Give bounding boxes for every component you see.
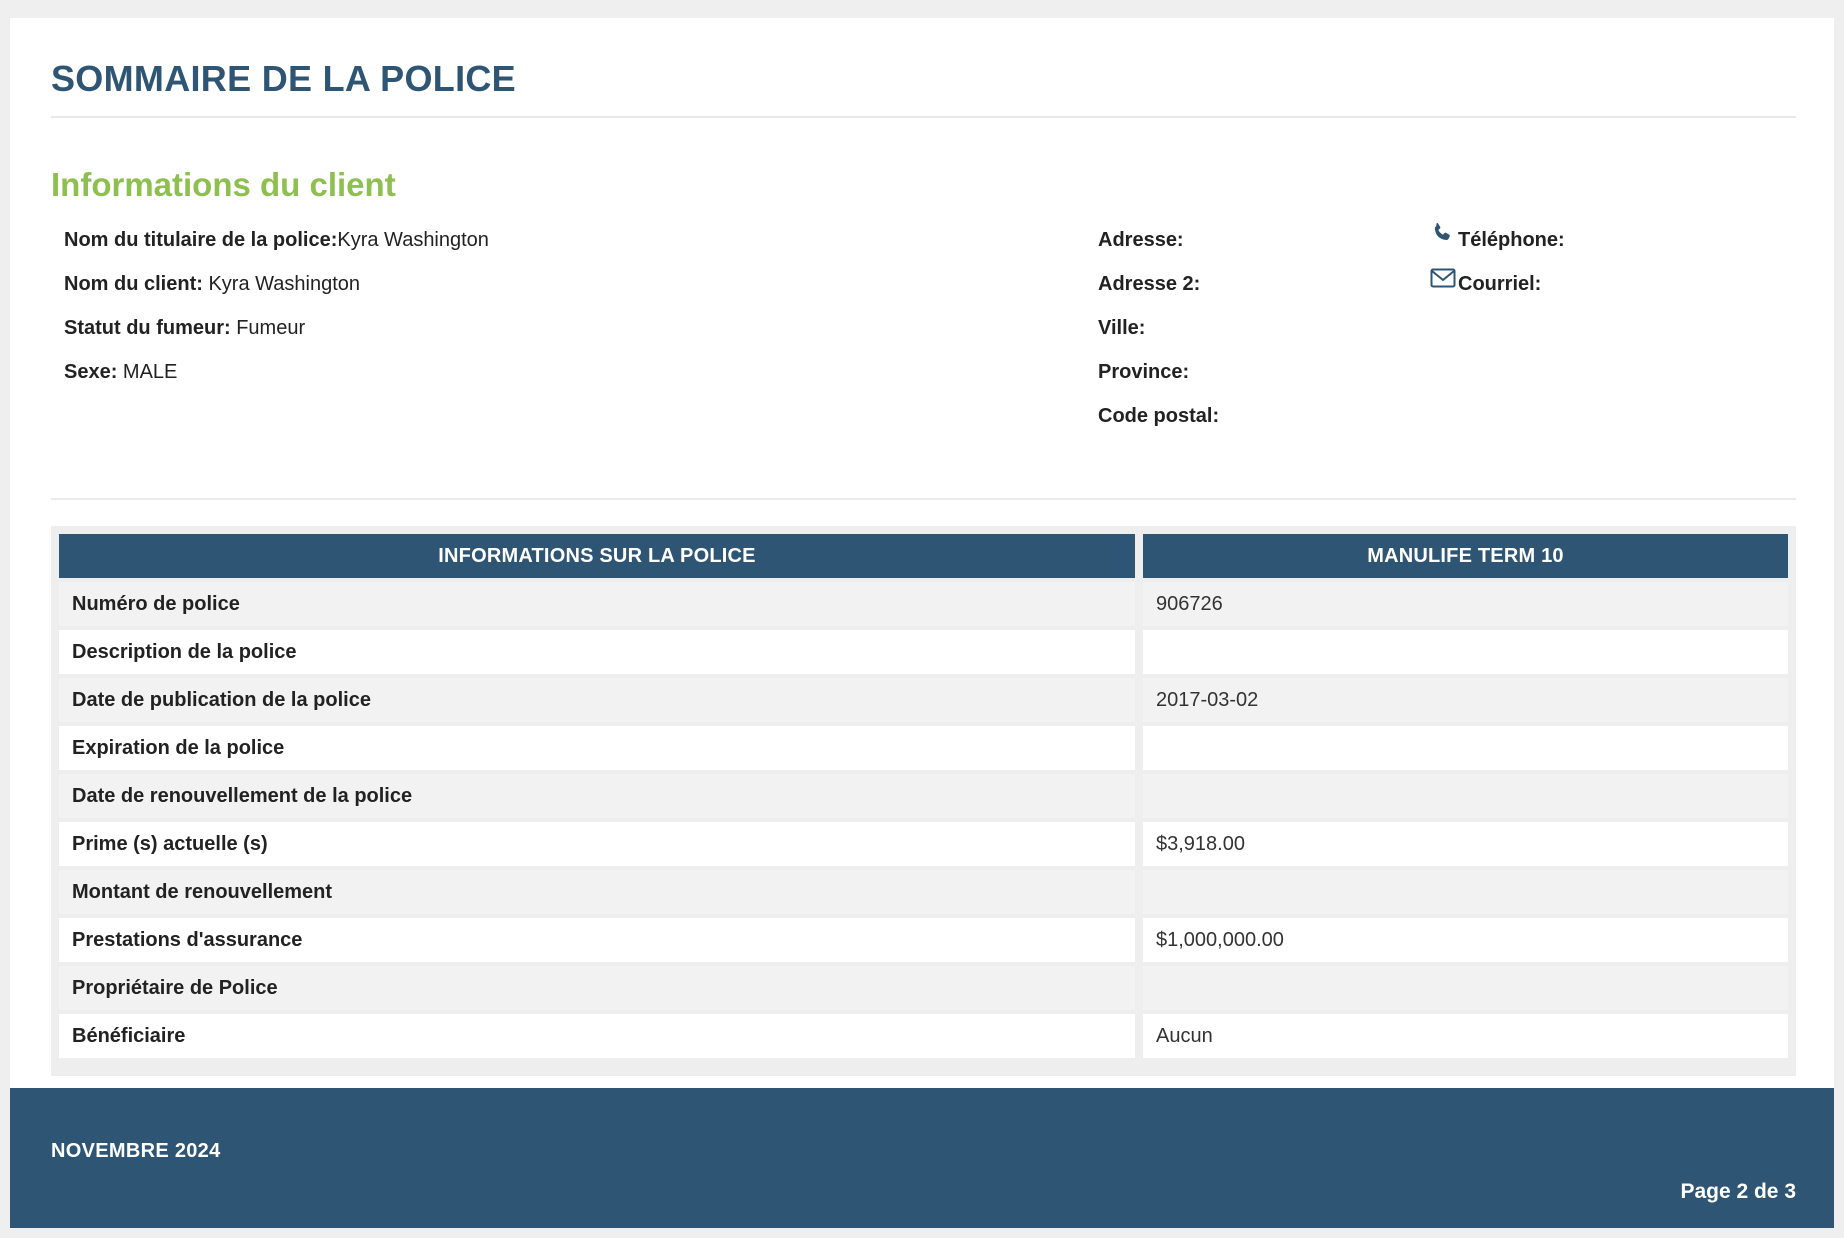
mail-icon bbox=[1430, 261, 1458, 305]
table-row bbox=[59, 822, 1788, 870]
table-row bbox=[59, 1014, 1788, 1062]
table-row bbox=[59, 678, 1788, 726]
section-divider bbox=[51, 498, 1796, 500]
address2-row: Adresse 2: bbox=[1098, 273, 1201, 295]
client-section-title: Informations du client bbox=[51, 166, 396, 203]
page-footer bbox=[10, 1088, 1834, 1228]
row-value bbox=[1143, 870, 1788, 918]
sex-row: Sexe: MALE bbox=[64, 361, 178, 383]
row-value: Aucun bbox=[1143, 1014, 1788, 1062]
page-number: Page 2 de 3 bbox=[1680, 1180, 1796, 1203]
row-value: $1,000,000.00 bbox=[1143, 918, 1788, 966]
postal-code-row: Code postal: bbox=[1098, 405, 1220, 427]
province-row: Province: bbox=[1098, 361, 1190, 383]
row-label: Propriétaire de Police bbox=[59, 966, 1135, 1014]
city-row: Ville: bbox=[1098, 317, 1146, 339]
phone-icon bbox=[1430, 217, 1458, 261]
row-label: Expiration de la police bbox=[59, 726, 1135, 774]
row-value: 906726 bbox=[1143, 582, 1788, 630]
row-label: Description de la police bbox=[59, 630, 1135, 678]
row-value bbox=[1143, 630, 1788, 678]
policy-table bbox=[51, 534, 1796, 1062]
row-value: $3,918.00 bbox=[1143, 822, 1788, 870]
document-page bbox=[10, 18, 1834, 1228]
title-divider bbox=[51, 116, 1796, 118]
policy-info-header: INFORMATIONS SUR LA POLICE bbox=[59, 534, 1135, 582]
table-row bbox=[59, 774, 1788, 822]
phone-row: Téléphone: bbox=[1430, 218, 1565, 262]
footer-date: NOVEMBRE 2024 bbox=[51, 1140, 221, 1162]
row-value bbox=[1143, 774, 1788, 822]
address-row: Adresse: bbox=[1098, 229, 1184, 251]
table-row bbox=[59, 870, 1788, 918]
product-name-header: MANULIFE TERM 10 bbox=[1143, 534, 1788, 582]
row-label: Date de renouvellement de la police bbox=[59, 774, 1135, 822]
policy-table-container bbox=[51, 526, 1796, 1076]
table-header-row bbox=[59, 534, 1788, 582]
row-value bbox=[1143, 966, 1788, 1014]
policyholder-name-row: Nom du titulaire de la police:Kyra Washington bbox=[64, 229, 489, 251]
table-row bbox=[59, 630, 1788, 678]
client-contact-column bbox=[1430, 218, 1565, 306]
row-label: Prestations d'assurance bbox=[59, 918, 1135, 966]
email-row: Courriel: bbox=[1430, 262, 1565, 306]
table-row bbox=[59, 918, 1788, 966]
row-value: 2017-03-02 bbox=[1143, 678, 1788, 726]
row-label: Montant de renouvellement bbox=[59, 870, 1135, 918]
smoker-status-row: Statut du fumeur: Fumeur bbox=[64, 317, 306, 339]
client-info-left bbox=[64, 218, 489, 394]
row-value bbox=[1143, 726, 1788, 774]
client-address-column bbox=[1098, 218, 1219, 438]
client-name-row: Nom du client: Kyra Washington bbox=[64, 273, 360, 295]
table-row bbox=[59, 726, 1788, 774]
table-row bbox=[59, 582, 1788, 630]
row-label: Numéro de police bbox=[59, 582, 1135, 630]
row-label: Prime (s) actuelle (s) bbox=[59, 822, 1135, 870]
row-label: Bénéficiaire bbox=[59, 1014, 1135, 1062]
table-row bbox=[59, 966, 1788, 1014]
page-title: SOMMAIRE DE LA POLICE bbox=[51, 58, 516, 99]
row-label: Date de publication de la police bbox=[59, 678, 1135, 726]
